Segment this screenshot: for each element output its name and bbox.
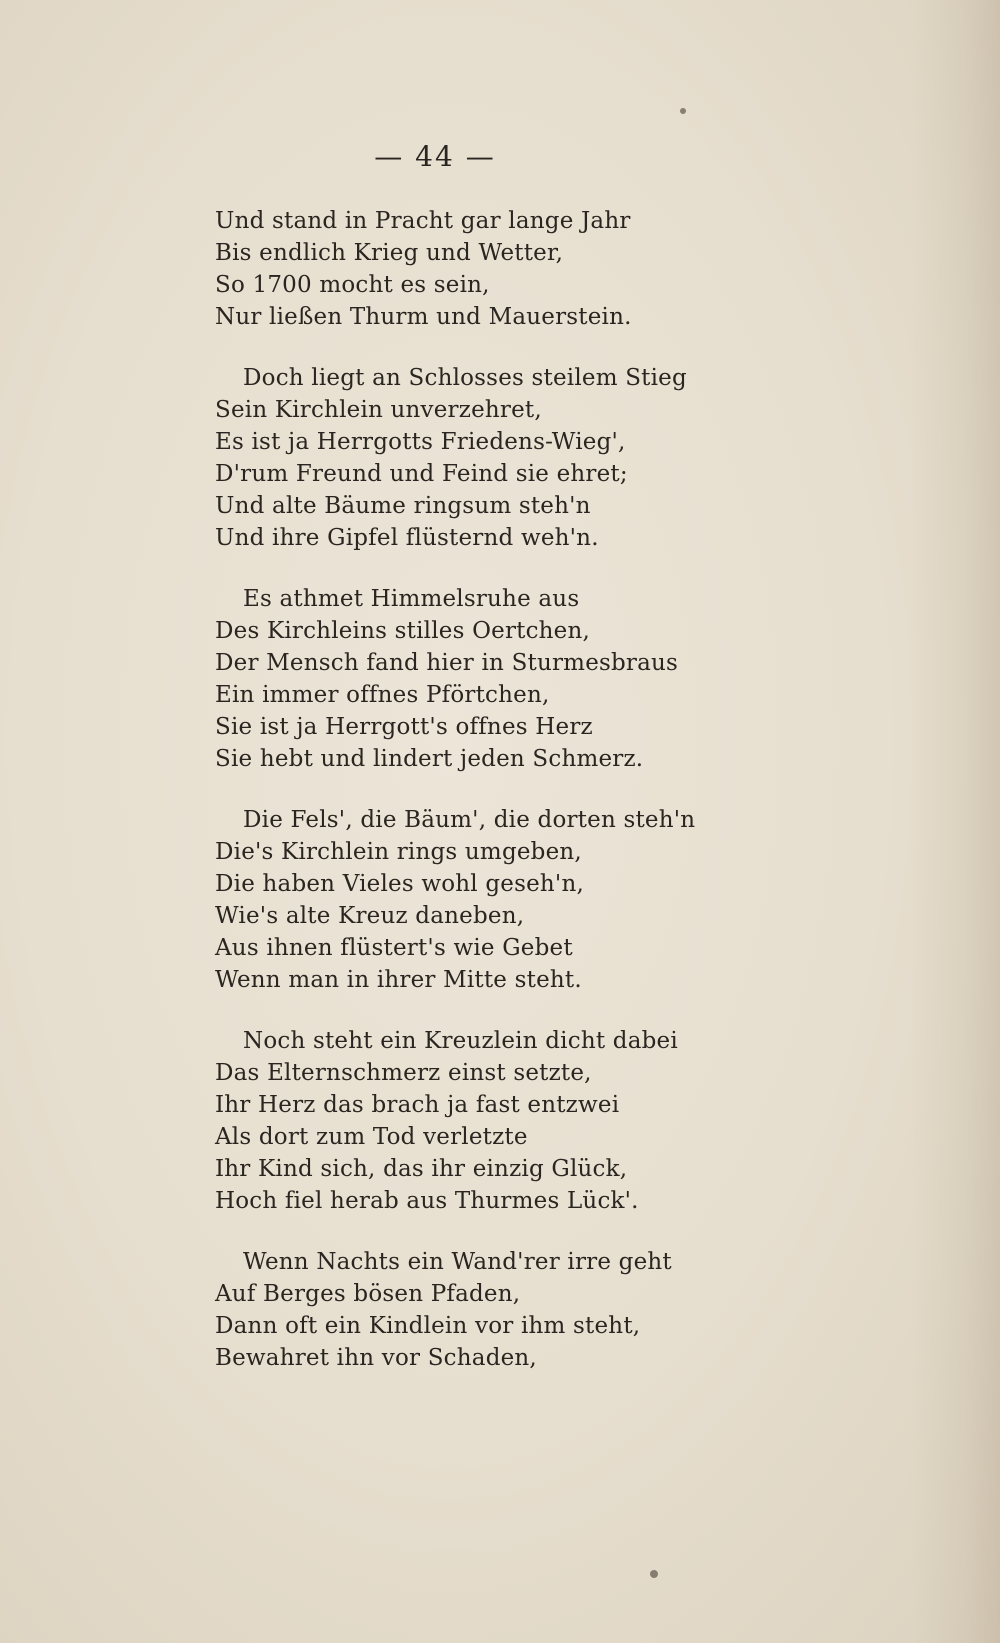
verse-line: Das Elternschmerz einst setzte, [215, 1060, 592, 1086]
ink-speck [680, 108, 686, 114]
verse-line: So 1700 mocht es sein, [215, 272, 490, 298]
verse-line: Nur ließen Thurm und Mauerstein. [215, 304, 632, 330]
verse-line: Des Kirchleins stilles Oertchen, [215, 618, 591, 644]
stanza [215, 1246, 672, 1374]
stanza [215, 583, 679, 775]
verse-line: Bewahret ihn vor Schaden, [215, 1345, 537, 1371]
verse-line: Die's Kirchlein rings umgeben, [215, 839, 582, 865]
verse-line: Und ihre Gipfel flüsternd weh'n. [215, 525, 599, 551]
verse-line: Ihr Herz das brach ja fast entzwei [215, 1092, 620, 1118]
verse-line: Wenn Nachts ein Wand'rer irre geht [243, 1249, 672, 1275]
verse-line: Noch steht ein Kreuzlein dicht dabei [243, 1028, 678, 1054]
stanza [215, 804, 696, 996]
verse-line: Dann oft ein Kindlein vor ihm steht, [215, 1313, 641, 1339]
verse-line: Wenn man in ihrer Mitte steht. [215, 967, 582, 993]
verse-line: Doch liegt an Schlosses steilem Stieg [243, 365, 687, 391]
verse-line: D'rum Freund und Feind sie ehret; [215, 461, 628, 487]
verse-line: Und stand in Pracht gar lange Jahr [215, 208, 631, 234]
page-edge-shadow [910, 0, 1000, 1643]
stanza [215, 205, 655, 333]
stanza [215, 1025, 678, 1217]
verse-line: Es athmet Himmelsruhe aus [243, 586, 580, 612]
verse-line: Hoch fiel herab aus Thurmes Lück'. [215, 1188, 639, 1214]
verse-line: Auf Berges bösen Pfaden, [215, 1281, 521, 1307]
verse-line: Sein Kirchlein unverzehret, [215, 397, 542, 423]
verse-line: Ihr Kind sich, das ihr einzig Glück, [215, 1156, 628, 1182]
verse-line: Sie ist ja Herrgott's offnes Herz [215, 714, 593, 740]
stanza [215, 362, 687, 554]
verse-line: Als dort zum Tod verletzte [215, 1124, 528, 1150]
verse-line: Es ist ja Herrgotts Friedens-Wieg', [215, 429, 626, 455]
verse-line: Ein immer offnes Pförtchen, [215, 682, 550, 708]
verse-line: Bis endlich Krieg und Wetter, [215, 240, 564, 266]
ink-speck [650, 1570, 658, 1578]
verse-line: Der Mensch fand hier in Sturmesbraus [215, 650, 679, 676]
verse-line: Aus ihnen flüstert's wie Gebet [215, 935, 573, 961]
verse-line: Und alte Bäume ringsum steh'n [215, 493, 591, 519]
verse-line: Wie's alte Kreuz daneben, [215, 903, 525, 929]
verse-line: Die Fels', die Bäum', die dorten steh'n [243, 807, 696, 833]
verse-line: Die haben Vieles wohl geseh'n, [215, 871, 584, 897]
verse-line: Sie hebt und lindert jeden Schmerz. [215, 746, 644, 772]
poem [215, 205, 696, 1403]
page-number: — 44 — [374, 140, 496, 173]
